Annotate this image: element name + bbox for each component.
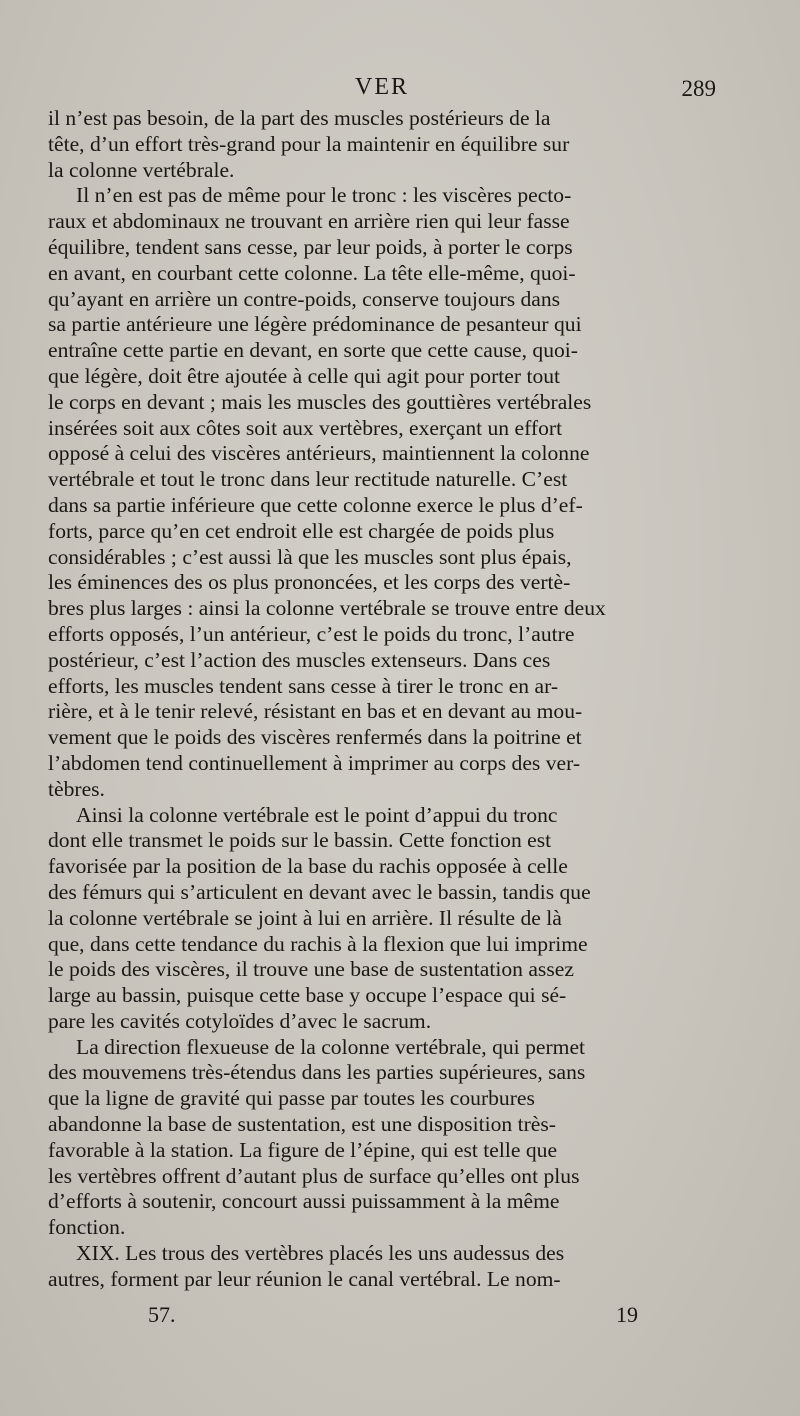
text-line: vement que le poids des viscères renfermés dans la poitrine et [48,725,582,750]
paragraph [48,803,716,1035]
text-line: Ainsi la colonne vertébrale est le point d’appui du tronc [76,802,558,827]
page-number: 289 [681,76,716,101]
text-line: abandonne la base de sustentation, est une disposition très- [48,1112,556,1137]
text-line: que la ligne de gravité qui passe par toutes les courbures [48,1086,535,1111]
text-line: rière, et à le tenir relevé, résistant en bas et en devant au mou- [48,699,583,724]
paragraph [48,183,716,802]
text-line: autres, forment par leur réunion le canal vertébral. Le nom- [48,1266,561,1291]
text-line: favorable à la station. La figure de l’épine, qui est telle que [48,1137,558,1162]
text-line: la colonne vertébrale se joint à lui en arrière. Il résulte de là [48,905,562,930]
body-text [48,106,716,1293]
text-line: sa partie antérieure une légère prédominance de pesanteur qui [48,312,582,337]
text-line: vertébrale et tout le tronc dans leur rectitude naturelle. C’est [48,467,568,492]
text-line: des fémurs qui s’articulent en devant avec le bassin, tandis que [48,879,591,904]
text-line: que légère, doit être ajoutée à celle qui agit pour porter tout [48,363,561,388]
sheet-number: 19 [616,1302,638,1327]
paragraph [48,106,716,183]
text-line: Il n’en est pas de même pour le tronc : les viscères pecto- [76,183,572,208]
text-line: dans sa partie inférieure que cette colonne exerce le plus d’ef- [48,492,583,517]
text-line: tèbres. [48,776,105,801]
text-line: des mouvemens très-étendus dans les parties supérieures, sans [48,1060,586,1085]
text-line: La direction flexueuse de la colonne vertébrale, qui permet [76,1034,586,1059]
paragraph [48,1241,716,1293]
text-line: les vertèbres offrent d’autant plus de surface qu’elles ont plus [48,1163,580,1188]
text-line: dont elle transmet le poids sur le bassin. Cette fonction est [48,828,552,853]
text-line: efforts, les muscles tendent sans cesse à tirer le tronc en ar- [48,673,559,698]
page-header [48,72,716,106]
text-line: la colonne vertébrale. [48,157,235,182]
text-line: efforts opposés, l’un antérieur, c’est le poids du tronc, l’autre [48,621,575,646]
text-line: considérables ; c’est aussi là que les muscles sont plus épais, [48,544,572,569]
text-line: tête, d’un effort très-grand pour la maintenir en équilibre sur [48,131,570,156]
text-line: les éminences des os plus prononcées, et les corps des vertè- [48,570,571,595]
text-line: que, dans cette tendance du rachis à la flexion que lui imprime [48,931,588,956]
text-line: XIX. Les trous des vertèbres placés les uns audessus des [76,1241,565,1266]
text-line: raux et abdominaux ne trouvant en arrière rien qui leur fasse [48,209,570,234]
text-line: forts, parce qu’en cet endroit elle est chargée de poids plus [48,518,555,543]
text-line: postérieur, c’est l’action des muscles extenseurs. Dans ces [48,647,551,672]
signature-mark: 57. [148,1302,176,1327]
running-head: VER [355,74,409,100]
text-line: entraîne cette partie en devant, en sorte que cette cause, quoi- [48,338,578,363]
text-line: pare les cavités cotyloïdes d’avec le sacrum. [48,1008,432,1033]
text-line: il n’est pas besoin, de la part des muscles postérieurs de la [48,106,551,130]
text-line: l’abdomen tend continuellement à imprimer au corps des ver- [48,750,581,775]
text-line: large au bassin, puisque cette base y occupe l’espace qui sé- [48,983,567,1008]
text-line: qu’ayant en arrière un contre-poids, conserve toujours dans [48,286,561,311]
text-line: le poids des viscères, il trouve une base de sustentation assez [48,957,574,982]
page-footer [148,1302,638,1332]
text-line: équilibre, tendent sans cesse, par leur poids, à porter le corps [48,234,573,259]
text-line: opposé à celui des viscères antérieurs, maintiennent la colonne [48,441,590,466]
text-line: le corps en devant ; mais les muscles des gouttières vertébrales [48,389,592,414]
text-line: en avant, en courbant cette colonne. La tête elle-même, quoi- [48,260,576,285]
text-line: insérées soit aux côtes soit aux vertèbres, exerçant un effort [48,415,563,440]
text-line: d’efforts à soutenir, concourt aussi puissamment à la même [48,1189,560,1214]
text-line: bres plus larges : ainsi la colonne vertébrale se trouve entre deux [48,596,606,621]
text-line: fonction. [48,1215,126,1240]
paragraph [48,1035,716,1241]
text-line: favorisée par la position de la base du rachis opposée à celle [48,854,568,879]
